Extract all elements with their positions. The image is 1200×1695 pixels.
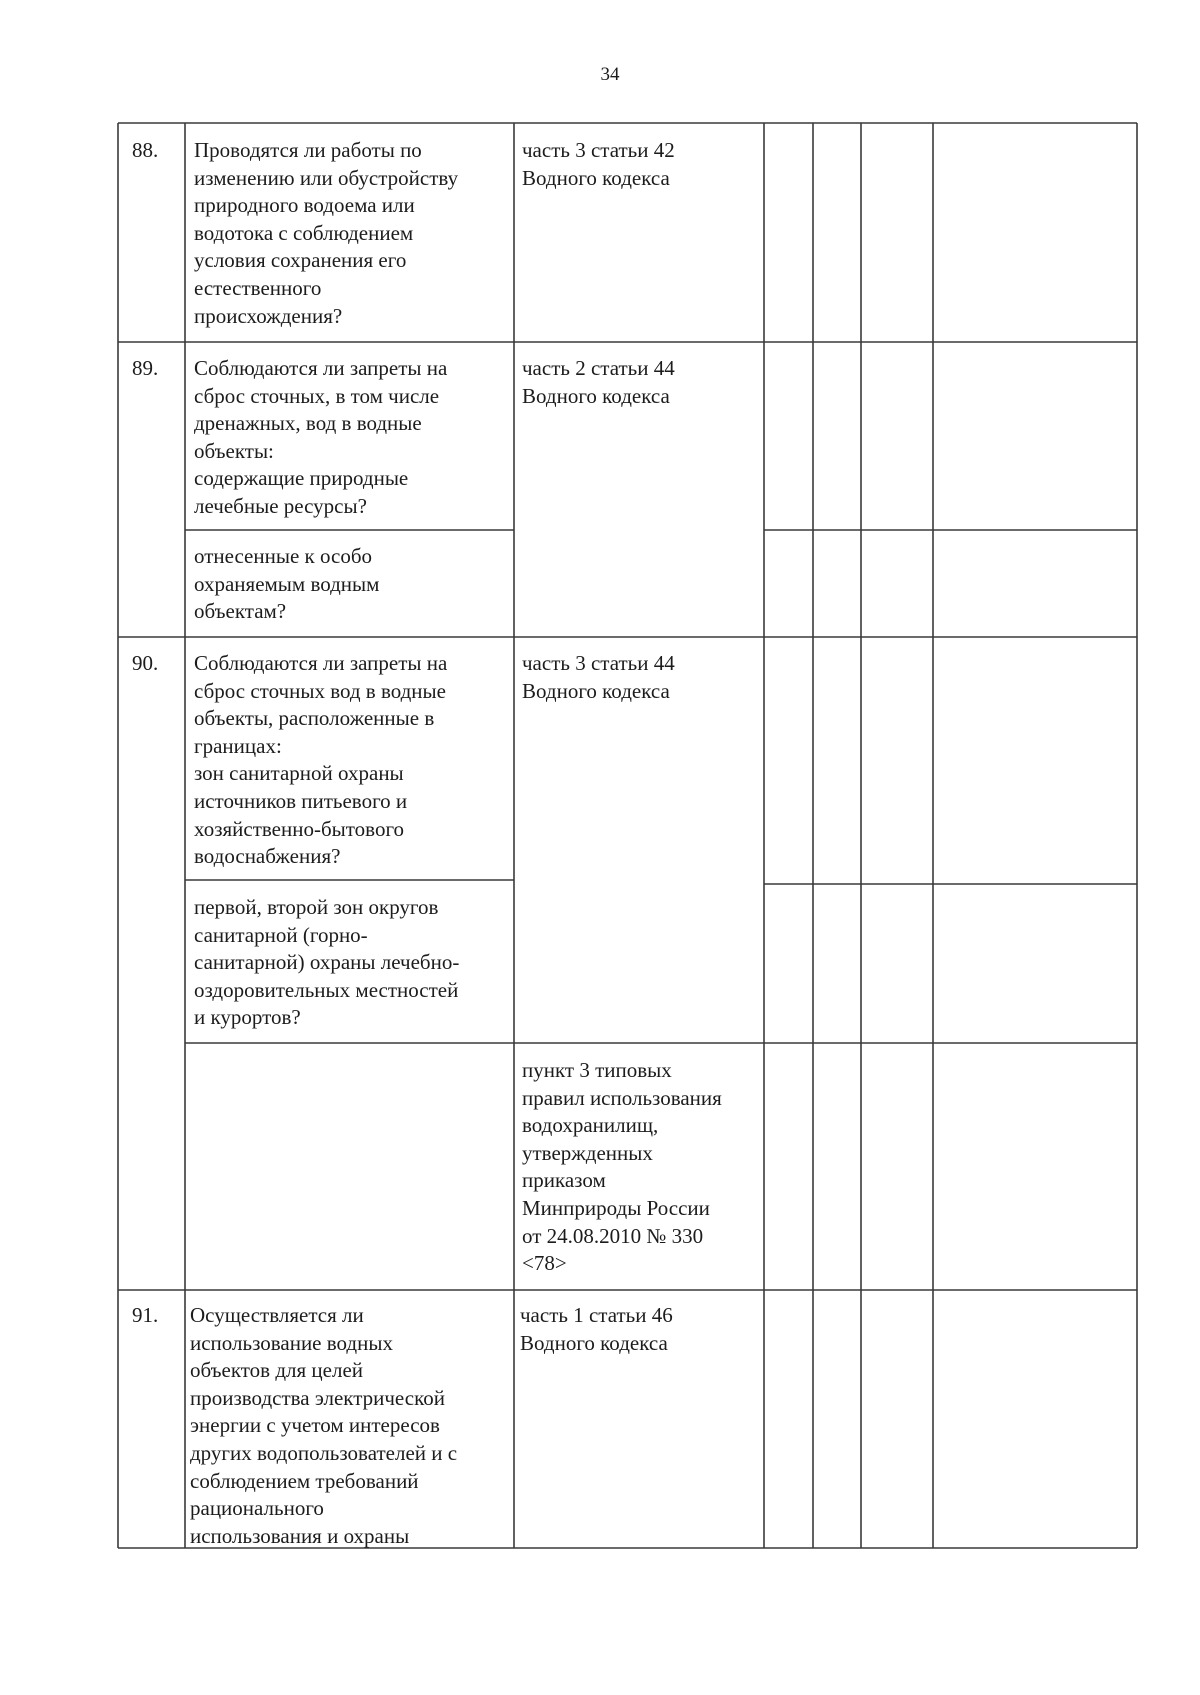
row-90-sub-question: первой, второй зон округов санитарной (горно- санитарной) охраны лечебно- оздоровительных местностей и курортов? (194, 895, 460, 1030)
row-90-question: Соблюдаются ли запреты на сброс сточных вод в водные объекты, расположенные в границах: зон санитарной охраны источников питьевого и хозяйственно-бытового водоснабжения? (194, 651, 448, 869)
row-90-number: 90. (132, 651, 159, 675)
row-89-sub-question: отнесенные к особо охраняемым водным объектам? (194, 544, 380, 624)
row-89-question: Соблюдаются ли запреты на сброс сточных, в том числе дренажных, вод в водные объекты: содержащие природные лечебные ресурсы? (194, 356, 448, 518)
row-89-number: 89. (132, 356, 159, 380)
row-89-reference: часть 2 статьи 44 Водного кодекса (522, 356, 675, 408)
page-number: 34 (600, 64, 620, 85)
row-90-extra-reference: пункт 3 типовых правил использования водохранилищ, утвержденных приказом Минприроды России от 24.08.2010 № 330 <78> (522, 1058, 722, 1276)
row-91-number: 91. (132, 1303, 159, 1327)
row-91-reference: часть 1 статьи 46 Водного кодекса (520, 1303, 673, 1355)
row-90-reference: часть 3 статьи 44 Водного кодекса (522, 651, 675, 703)
row-88-reference: часть 3 статьи 42 Водного кодекса (522, 138, 675, 190)
row-88-number: 88. (132, 138, 159, 162)
row-91-question: Осуществляется ли использование водных объектов для целей производства электрической энергии с учетом интересов других водопользователей и с соблюдением требований рационального использования и охраны (190, 1303, 458, 1548)
row-88-question: Проводятся ли работы по изменению или обустройству природного водоема или водотока с соблюдением условия сохранения его естественного происхождения? (194, 138, 459, 328)
